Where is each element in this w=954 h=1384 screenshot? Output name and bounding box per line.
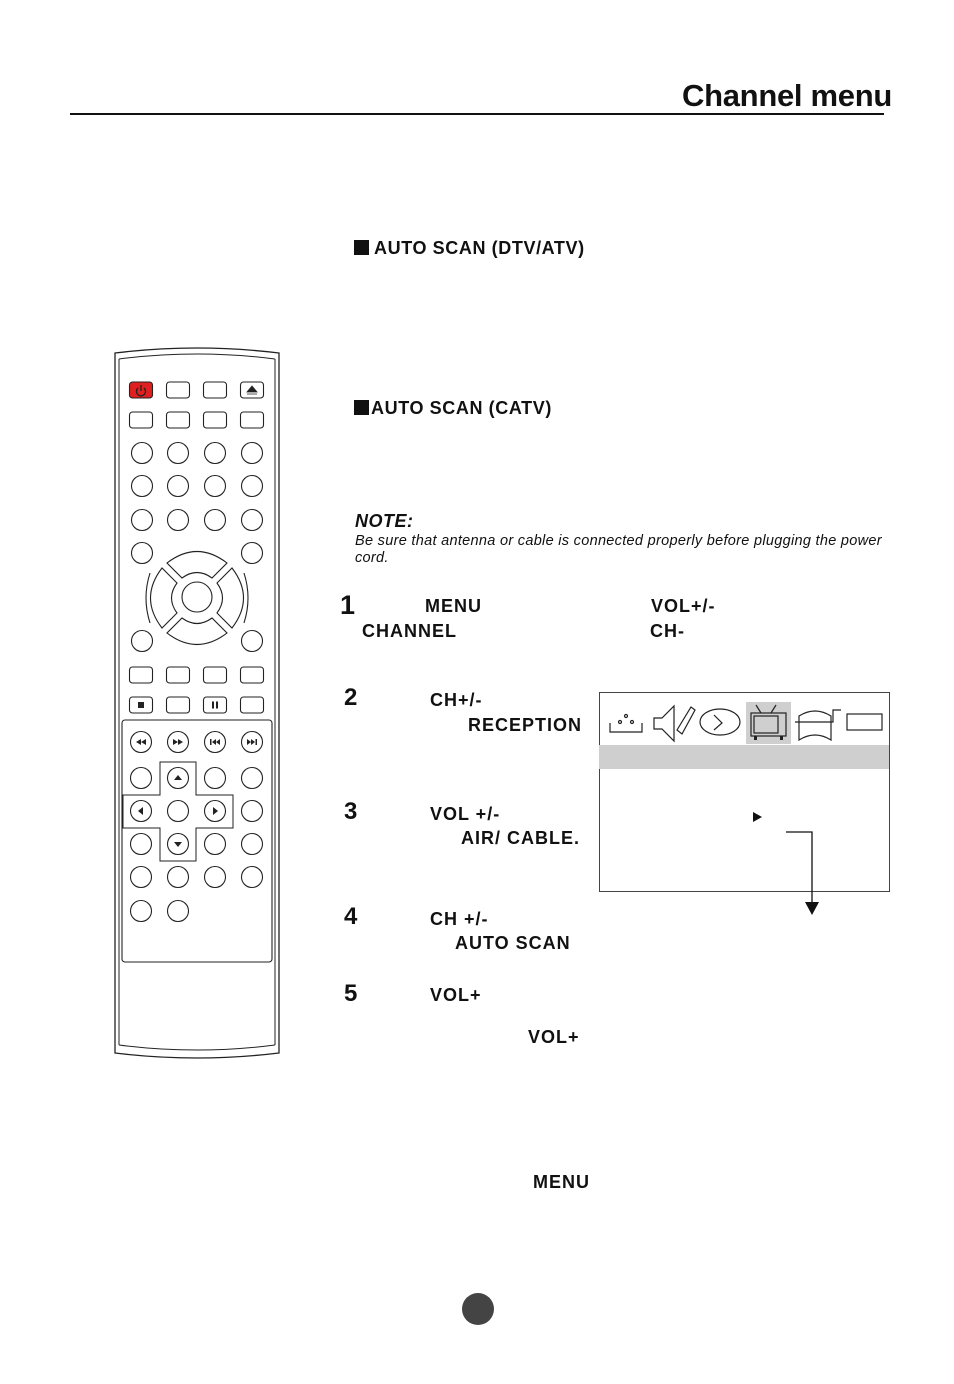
stop-icon xyxy=(138,702,144,708)
step-1-channel: CHANNEL xyxy=(362,621,457,641)
page-title: Channel menu xyxy=(682,78,892,113)
tv-channel-icon xyxy=(746,702,791,744)
speaker-icon xyxy=(654,706,695,741)
osd-pointer-callout xyxy=(748,808,822,918)
step-5-vol-second: VOL+ xyxy=(528,1027,580,1047)
note-text: Be sure that antenna or cable is connected properly before plugging the power cord. xyxy=(355,533,882,566)
step-1-menu: MENU xyxy=(425,596,482,616)
step-4-auto-scan: AUTO SCAN xyxy=(455,933,571,953)
section-label: AUTO SCAN (CATV) xyxy=(371,398,552,418)
title-rule xyxy=(70,113,884,115)
step-4-number: 4 xyxy=(344,903,358,930)
square-bullet-icon xyxy=(354,240,369,255)
down-arrow-icon xyxy=(805,902,819,915)
page-number-marker xyxy=(462,1293,494,1325)
picture-icon xyxy=(610,715,642,733)
square-bullet-icon xyxy=(354,400,369,415)
section-label: AUTO SCAN (DTV/ATV) xyxy=(374,238,585,258)
remote-control xyxy=(112,345,282,1063)
step-5-vol: VOL+ xyxy=(430,985,482,1005)
note-heading: NOTE: xyxy=(355,511,414,531)
step-1-number: 1 xyxy=(340,590,356,620)
step-1-ch: CH- xyxy=(650,621,685,641)
callout-line xyxy=(786,832,812,903)
step-3-vol: VOL +/- xyxy=(430,804,501,824)
step-2-ch: CH+/- xyxy=(430,690,483,710)
step-3-air-cable: AIR/ CABLE. xyxy=(461,828,580,848)
setup-icon xyxy=(847,714,882,730)
osd-menu-highlight-bar xyxy=(599,745,889,769)
clock-icon xyxy=(700,709,740,735)
osd-menu-icons xyxy=(599,692,889,745)
lock-icon xyxy=(795,710,841,740)
step-3-number: 3 xyxy=(344,798,358,825)
step-2-reception: RECEPTION xyxy=(468,715,583,735)
section-auto-scan-catv xyxy=(354,398,552,419)
step-1-vol: VOL+/- xyxy=(651,596,716,616)
play-arrow-icon xyxy=(753,812,762,822)
step-2-number: 2 xyxy=(344,684,358,711)
exit-menu-keyword: MENU xyxy=(533,1172,590,1192)
step-5-number: 5 xyxy=(344,980,358,1007)
section-auto-scan-dtv-atv xyxy=(354,238,585,259)
step-4-ch: CH +/- xyxy=(430,909,489,929)
